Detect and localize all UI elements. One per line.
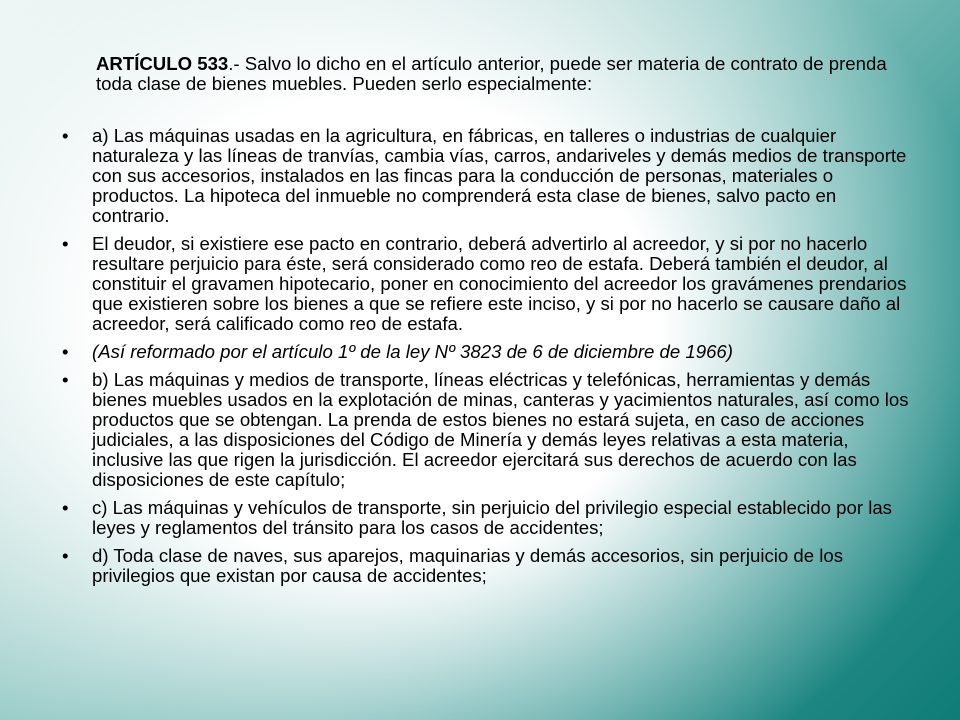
bullet-icon: • bbox=[62, 545, 69, 566]
bullet-icon: • bbox=[62, 497, 69, 518]
item-text: b) Las máquinas y medios de transporte, líneas eléctricas y telefónicas, herramientas y demás bienes muebles usados en la explotación de minas, canteras y yacimientos naturales, así como los productos que se obtengan. La prenda de estos bienes no estará sujeta, en caso de acciones judiciales, a las disposiciones del Código de Minería y demás leyes relativas a esta materia, inclusive las que rigen la jurisdicción. El acreedor ejercitará sus derechos de acuerdo con las disposiciones de este capítulo; bbox=[92, 369, 909, 490]
list-item-c bbox=[62, 498, 912, 538]
article-heading bbox=[96, 54, 916, 94]
bullet-icon: • bbox=[62, 125, 69, 146]
list-item-b bbox=[62, 370, 912, 490]
bullet-list bbox=[62, 126, 912, 594]
article-intro: .- Salvo lo dicho en el artículo anterior, puede ser materia de contrato de prenda toda clase de bienes muebles. Pueden serlo especialmente: bbox=[96, 53, 887, 94]
item-text: a) Las máquinas usadas en la agricultura, en fábricas, en talleres o industrias de cualquier naturaleza y las líneas de tranvías, cambia vías, carros, andariveles y demás medios de transporte con sus accesorios, instalados en las fincas para la conducción de personas, materiales o productos. La hipoteca del inmueble no comprenderá esta clase de bienes, salvo pacto en contrario. bbox=[92, 125, 907, 226]
article-title: ARTÍCULO 533 bbox=[96, 53, 229, 74]
list-item-a bbox=[62, 126, 912, 226]
item-text: d) Toda clase de naves, sus aparejos, maquinarias y demás accesorios, sin perjuicio de los privilegios que existan por causa de accidentes; bbox=[92, 545, 844, 586]
item-text: (Así reformado por el artículo 1º de la ley Nº 3823 de 6 de diciembre de 1966) bbox=[92, 341, 733, 362]
list-item-reform-note bbox=[62, 342, 912, 362]
bullet-icon: • bbox=[62, 341, 69, 362]
bullet-icon: • bbox=[62, 233, 69, 254]
item-text: El deudor, si existiere ese pacto en contrario, deberá advertirlo al acreedor, y si por no hacerlo resultare perjuicio para éste, será considerado como reo de estafa. Deberá también el deudor, al constituir el gravamen hipotecario, poner en conocimiento del acreedor los gravámenes prendarios que existieren sobre los bienes a que se refiere este inciso, y si por no hacerlo se causare daño al acreedor, será calificado como reo de estafa. bbox=[92, 233, 907, 334]
bullet-icon: • bbox=[62, 369, 69, 390]
list-item-deudor bbox=[62, 234, 912, 334]
list-item-d bbox=[62, 546, 912, 586]
item-text: c) Las máquinas y vehículos de transporte, sin perjuicio del privilegio especial establecido por las leyes y reglamentos del tránsito para los casos de accidentes; bbox=[92, 497, 892, 538]
